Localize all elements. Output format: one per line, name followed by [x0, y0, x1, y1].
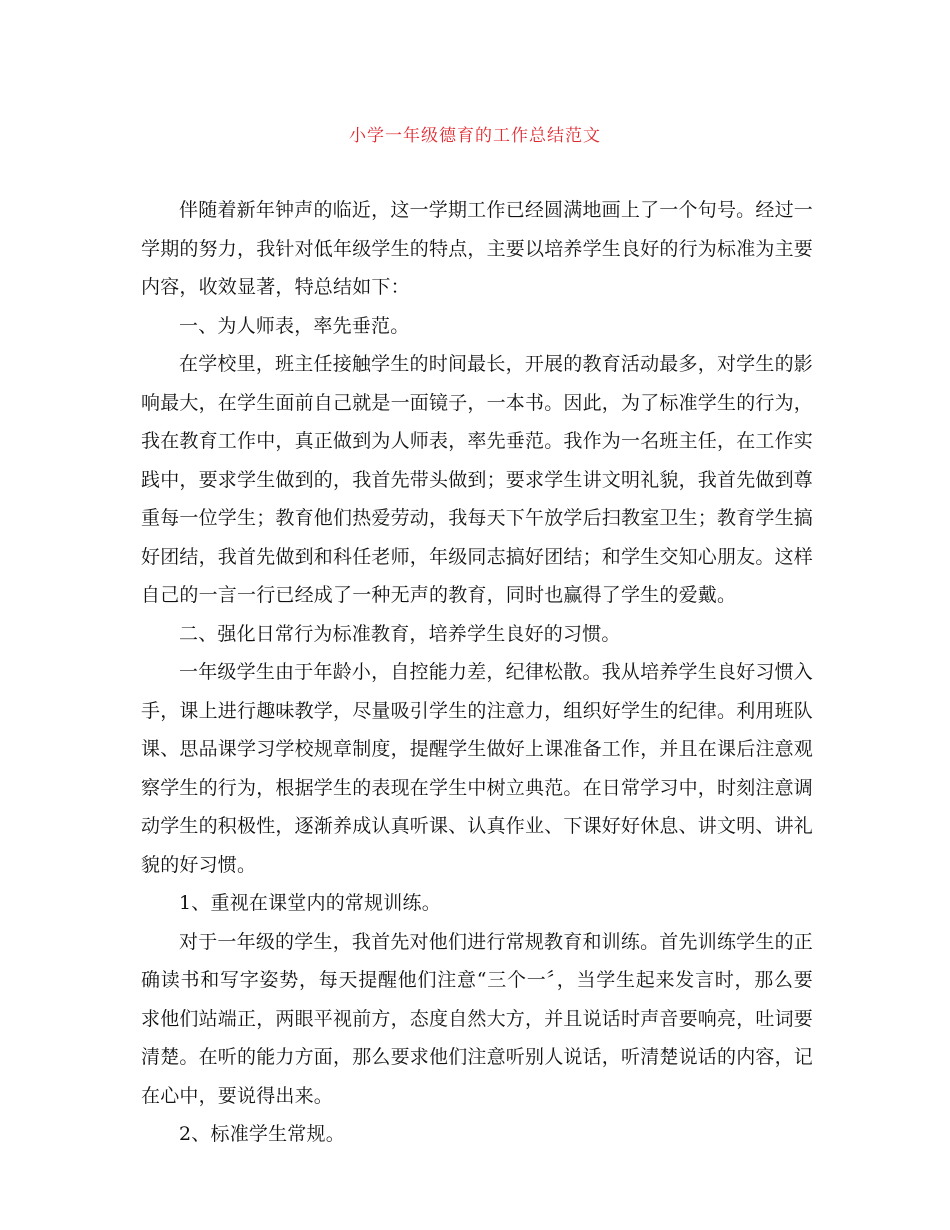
section-heading-2: 二、强化日常行为标准教育，培养学生良好的习惯。 — [179, 622, 621, 645]
section-heading-1: 一、为人师表，率先垂范。 — [179, 314, 410, 337]
paragraph-classroom-training: 对于一年级的学生，我首先对他们进行常规教育和训练。首先训练学生的正确读书和写字姿势，每天提醒他们注意“三个一〞，当学生起来发言时，那么要求他们站端正，两眼平视前方，态度自然大方，并且说话时声音要响亮，吐词要清楚。在听的能力方面，那么要求他们注意听别人说话，听清楚说话的内容，记在心中，要说得出来。 — [141, 930, 814, 1107]
paragraph-role-model: 在学校里，班主任接触学生的时间最长，开展的教育活动最多，对学生的影响最大，在学生面前自己就是一面镜子，一本书。因此，为了标准学生的行为，我在教育工作中，真正做到为人师表，率先垂范。我作为一名班主任，在工作实践中，要求学生做到的，我首先带头做到；要求学生讲文明礼貌，我首先做到尊重每一位学生；教育他们热爱劳动，我每天下午放学后扫教室卫生；教育学生搞好团结，我首先做到和科任老师，年级同志搞好团结；和学生交知心朋友。这样自己的一言一行已经成了一种无声的教育，同时也赢得了学生的爱戴。 — [141, 353, 814, 606]
paragraph-habits: 一年级学生由于年龄小，自控能力差，纪律松散。我从培养学生良好习惯入手，课上进行趣味教学，尽量吸引学生的注意力，组织好学生的纪律。利用班队课、思品课学习学校规章制度，提醒学生做好上课准备工作，并且在课后注意观察学生的行为，根据学生的表现在学生中树立典范。在日常学习中，时刻注意调动学生的积极性，逐渐养成认真听课、认真作业、下课好好休息、讲文明、讲礼貌的好习惯。 — [141, 661, 814, 876]
document-title: 小学一年级德育的工作总结范文 — [349, 126, 601, 146]
paragraph-intro: 伴随着新年钟声的临近，这一学期工作已经圆满地画上了一个句号。经过一学期的努力，我针对低年级学生的特点，主要以培养学生良好的行为标准为主要内容，收效显著，特总结如下： — [141, 199, 814, 298]
document-body — [141, 191, 813, 1154]
subsection-heading-2: 2、标准学生常规。 — [179, 1123, 345, 1145]
subsection-heading-1: 1、重视在课堂内的常规训练。 — [179, 892, 441, 914]
